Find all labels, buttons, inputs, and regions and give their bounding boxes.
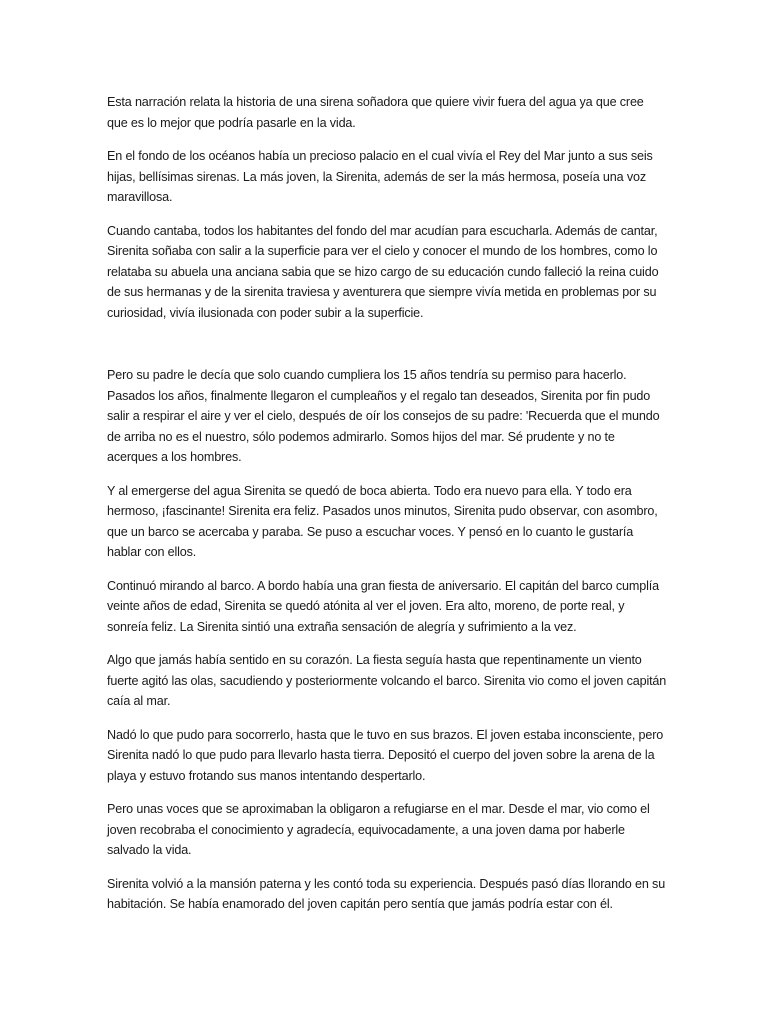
paragraph-palace: En el fondo de los océanos había un precioso palacio en el cual vivía el Rey del Mar junto a sus seis hijas, bellísimas sirenas. La más joven, la Sirenita, además de ser la más hermosa, poseía una voz maravillosa. (107, 149, 653, 204)
paragraph-emerge: Y al emergerse del agua Sirenita se quedó de boca abierta. Todo era nuevo para ella. Y todo era hermoso, ¡fascinante! Sirenita era feliz. Pasados unos minutos, Sirenita pudo observar, con asombro, que un barco se acercaba y paraba. Se puso a escuchar voces. Y pensó en lo cuanto le gustaría hablar con ellos. (107, 483, 658, 559)
paragraph-intro: Esta narración relata la historia de una sirena soñadora que quiere vivir fuera del agua ya que cree que es lo mejor que podría pasarle en la vida. (107, 95, 644, 130)
paragraph-return: Sirenita volvió a la mansión paterna y les contó toda su experiencia. Después pasó días llorando en su habitación. Se había enamorado del joven capitán pero sentía que jamás podría estar con él. (107, 876, 666, 911)
paragraph-ship-party: Continuó mirando al barco. A bordo había una gran fiesta de aniversario. El capitán del barco cumplía veinte años de edad, Sirenita se quedó atónita al ver el joven. Era alto, moreno, de porte real, y sonreía feliz. La Sirenita sintió una extraña sensación de alegría y sufrimiento a la vez. (107, 578, 659, 634)
paragraph-rescue: Nadó lo que pudo para socorrerlo, hasta que le tuvo en sus brazos. El joven estaba inconsciente, pero Sirenita nadó lo que pudo para llevarlo hasta tierra. Depositó el cuerpo del joven sobre la arena de la playa y estuvo frotando sus manos intentando despertarlo. (107, 727, 664, 783)
document-page (107, 92, 667, 928)
paragraph-voices: Pero unas voces que se aproximaban la obligaron a refugiarse en el mar. Desde el mar, vio como el joven recobraba el conocimiento y agradecía, equivocadamente, a una joven dama por haberle salvado la vida. (107, 802, 650, 857)
paragraph-singing: Cuando cantaba, todos los habitantes del fondo del mar acudían para escucharla. Además de cantar, Sirenita soñaba con salir a la superficie para ver el cielo y conocer el mundo de los hombres, como lo relataba su abuela una anciana sabia que se hizo cargo de su educación cundo falleció la reina cuido de sus hermanas y de la sirenita traviesa y aventurera que siempre vivía metida en problemas por su curiosidad, vivía ilusionada con poder subir a la superficie. (107, 223, 659, 320)
paragraph-storm: Algo que jamás había sentido en su corazón. La fiesta seguía hasta que repentinamente un viento fuerte agitó las olas, sacudiendo y posteriormente volcando el barco. Sirenita vio como el joven capitán caía al mar. (107, 653, 667, 708)
paragraph-father: Pero su padre le decía que solo cuando cumpliera los 15 años tendría su permiso para hacerlo. Pasados los años, finalmente llegaron el cumpleaños y el regalo tan deseados, Sirenita por fin pudo salir a respirar el aire y ver el cielo, después de oír los consejos de su padre: 'Recuerda que el mundo de arriba no es el nuestro, sólo podemos admirarlo. Somos hijos del mar. Sé prudente y no te acerques a los hombres. (107, 368, 660, 464)
